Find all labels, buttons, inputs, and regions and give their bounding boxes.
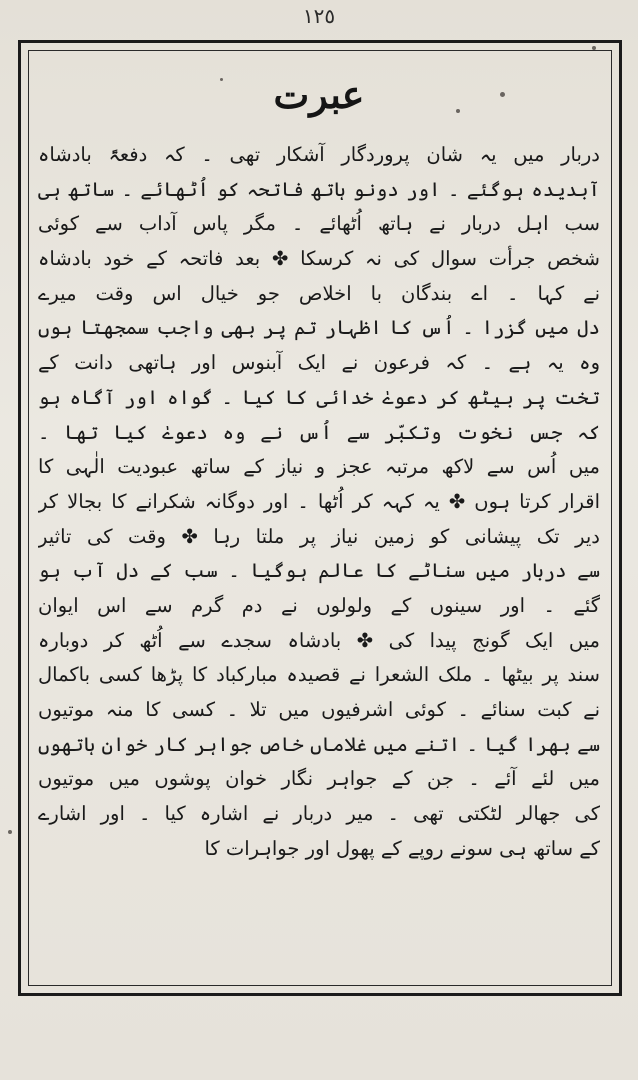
text-line: سب اہل دربار نے ہاتھ اُٹھائے ۔ مگر پاس آداب سے کوئی [38,212,600,236]
text-line: وہ یہ ہے ۔ کہ فرعون نے ایک آبنوس اور ہاتھی دانت کے [38,351,600,375]
text-line: دیر تک پیشانی کو زمین نیاز پر ملتا رہا ✤ وقت کی تاثیر [38,524,600,548]
text-line: اقرار کرتا ہوں ✤ یہ کہہ کر اُٹھا ۔ اور دوگانہ شکرانے کا بجالا کر [38,489,600,513]
text-line: میں اُس سے لاکھ مرتبہ عجز و نیاز کے ساتھ عبودیت الٰہی کا [38,455,600,479]
text-line: میں لئے آئے ۔ جن کے جواہر نگار خوان پوشوں میں موتیوں [38,767,600,791]
text-line: کی جھالر لٹکتی تھی ۔ میر دربار نے اشارہ کیا ۔ اور اشارے [38,802,600,826]
text-line: گئے ۔ اور سینوں کے ولولوں نے دم گرم سے اس ایوان [38,593,600,617]
text-line: سند پر بیٹھا ۔ ملک الشعرا نے قصیدہ مبارکباد کا پڑھا کسی باکمال [38,663,600,687]
text-line: نے کبت سنائے ۔ کوئی اشرفیوں میں تلا ۔ کسی کا منہ موتیوں [38,698,600,721]
text-line: سے دربار میں سناٹے کا عالم ہوگیا ۔ سب کے دل آب ہو [38,559,600,583]
text-line: تخت پر بیٹھ کر دعوےٰ خدائی کا کیا ۔ گواہ اور آگاہ ہو [38,385,600,409]
text-line: دربار میں یہ شان پروردگار آشکار تھی ۔ کہ دفعۃً بادشاہ [38,143,600,166]
text-line: سے بھرا گیا ۔ اتنے میں غلاماں خاص جواہر کار خوان ہاتھوں [38,732,600,756]
text-line: کہ جس نخوت وتکبّر سے اُس نے وہ دعوےٰ کیا تھا ۔ [38,420,600,444]
text-line: میں ایک گونج پیدا کی ✤ بادشاہ سجدے سے اُٹھ کر دوبارہ [38,628,600,652]
text-line: آبدیدہ ہوگئے ۔ اور دونو ہاتھ فاتحہ کو اُٹھائے ۔ ساتھ ہی [38,177,600,201]
body-text [38,138,600,866]
page-title: عبرت [273,72,365,117]
text-line: کے ساتھ ہی سونے روپے کے پھول اور جواہرات کا [204,836,600,860]
text-line: نے کہا ۔ اے بندگان با اخلاص جو خیال اس وقت میرے [38,281,600,305]
text-line: دل میں گزرا ۔ اُس کا اظہار تم پر بھی واجب سمجھتا ہوں [38,316,600,340]
text-line: شخص جرأت سوال کی نہ کرسکا ✤ بعد فاتحہ کے خود بادشاہ [38,247,600,271]
paper-spot [8,830,12,834]
page-number: ١٢٥ [302,4,336,28]
